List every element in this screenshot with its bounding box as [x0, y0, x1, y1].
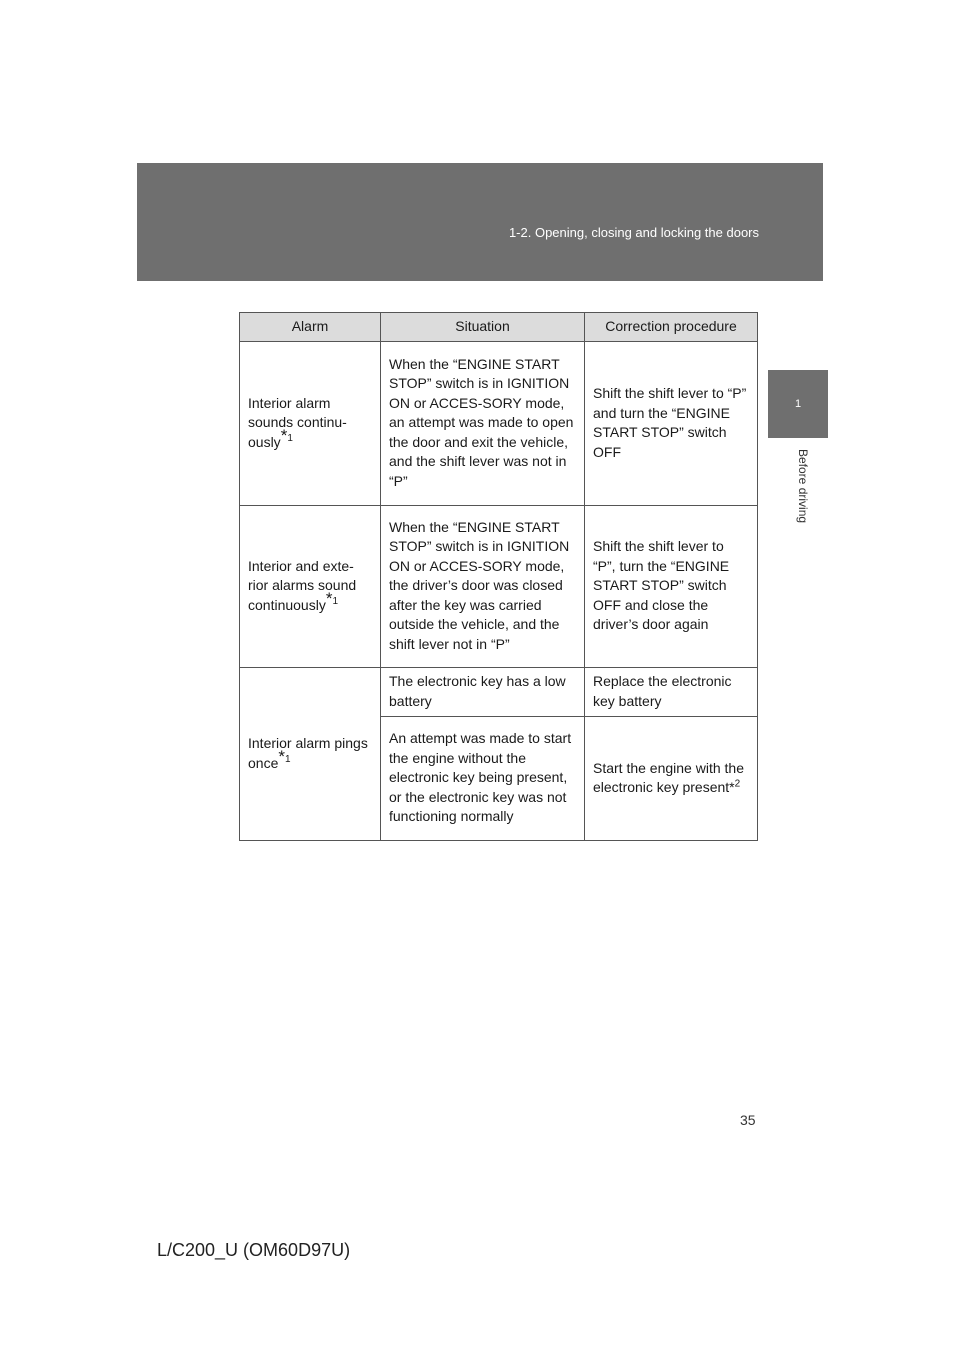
header-correction: Correction procedure — [585, 313, 758, 342]
footnote-mark: *1 — [325, 589, 339, 609]
footnote-mark: 2 — [734, 778, 741, 790]
alarm-cell — [240, 342, 381, 506]
alarm-cell — [240, 506, 381, 668]
footnote-mark: *1 — [278, 746, 291, 766]
correction-cell: Replace the electronic key battery — [585, 668, 758, 717]
alarm-text: Interior alarm pings once — [248, 735, 368, 771]
footnote-mark: *1 — [280, 426, 293, 446]
table-row — [240, 506, 758, 668]
correction-text: Start the engine with the electronic key present* — [593, 759, 744, 795]
situation-cell: When the “ENGINE START STOP” switch is in IGNITION ON or ACCES-SORY mode, the driver’s door was closed after the key was carried outside the vehicle, and the shift lever not in “P” — [381, 506, 585, 668]
alarm-text: Interior and exte-rior alarms sound continuously — [248, 557, 357, 613]
header-situation: Situation — [381, 313, 585, 342]
situation-cell: The electronic key has a low battery — [381, 668, 585, 717]
table-row — [240, 668, 758, 717]
correction-cell — [585, 717, 758, 841]
table-row — [240, 342, 758, 506]
situation-cell: An attempt was made to start the engine without the electronic key being present, or the electronic key was not functioning normally — [381, 717, 585, 841]
alarm-text: Interior alarm sounds continu-ously — [248, 394, 347, 450]
header-band — [137, 163, 823, 281]
document-code: L/C200_U (OM60D97U) — [157, 1240, 351, 1260]
table-header-row — [240, 313, 758, 342]
header-alarm: Alarm — [240, 313, 381, 342]
situation-cell: When the “ENGINE START STOP” switch is in IGNITION ON or ACCES-SORY mode, an attempt was made to open the door and exit the vehicle, and the shift lever was not in “P” — [381, 342, 585, 506]
alarm-table — [239, 312, 758, 841]
chapter-tab-label: Before driving — [796, 449, 810, 524]
alarm-cell — [240, 668, 381, 841]
section-title: 1-2. Opening, closing and locking the doors — [508, 225, 759, 240]
chapter-tab-number: 1 — [768, 370, 828, 438]
correction-cell: Shift the shift lever to “P”, turn the “ENGINE START STOP” switch OFF and close the driver’s door again — [585, 506, 758, 668]
correction-cell: Shift the shift lever to “P” and turn the “ENGINE START STOP” switch OFF — [585, 342, 758, 506]
page-number: 35 — [740, 1112, 756, 1128]
